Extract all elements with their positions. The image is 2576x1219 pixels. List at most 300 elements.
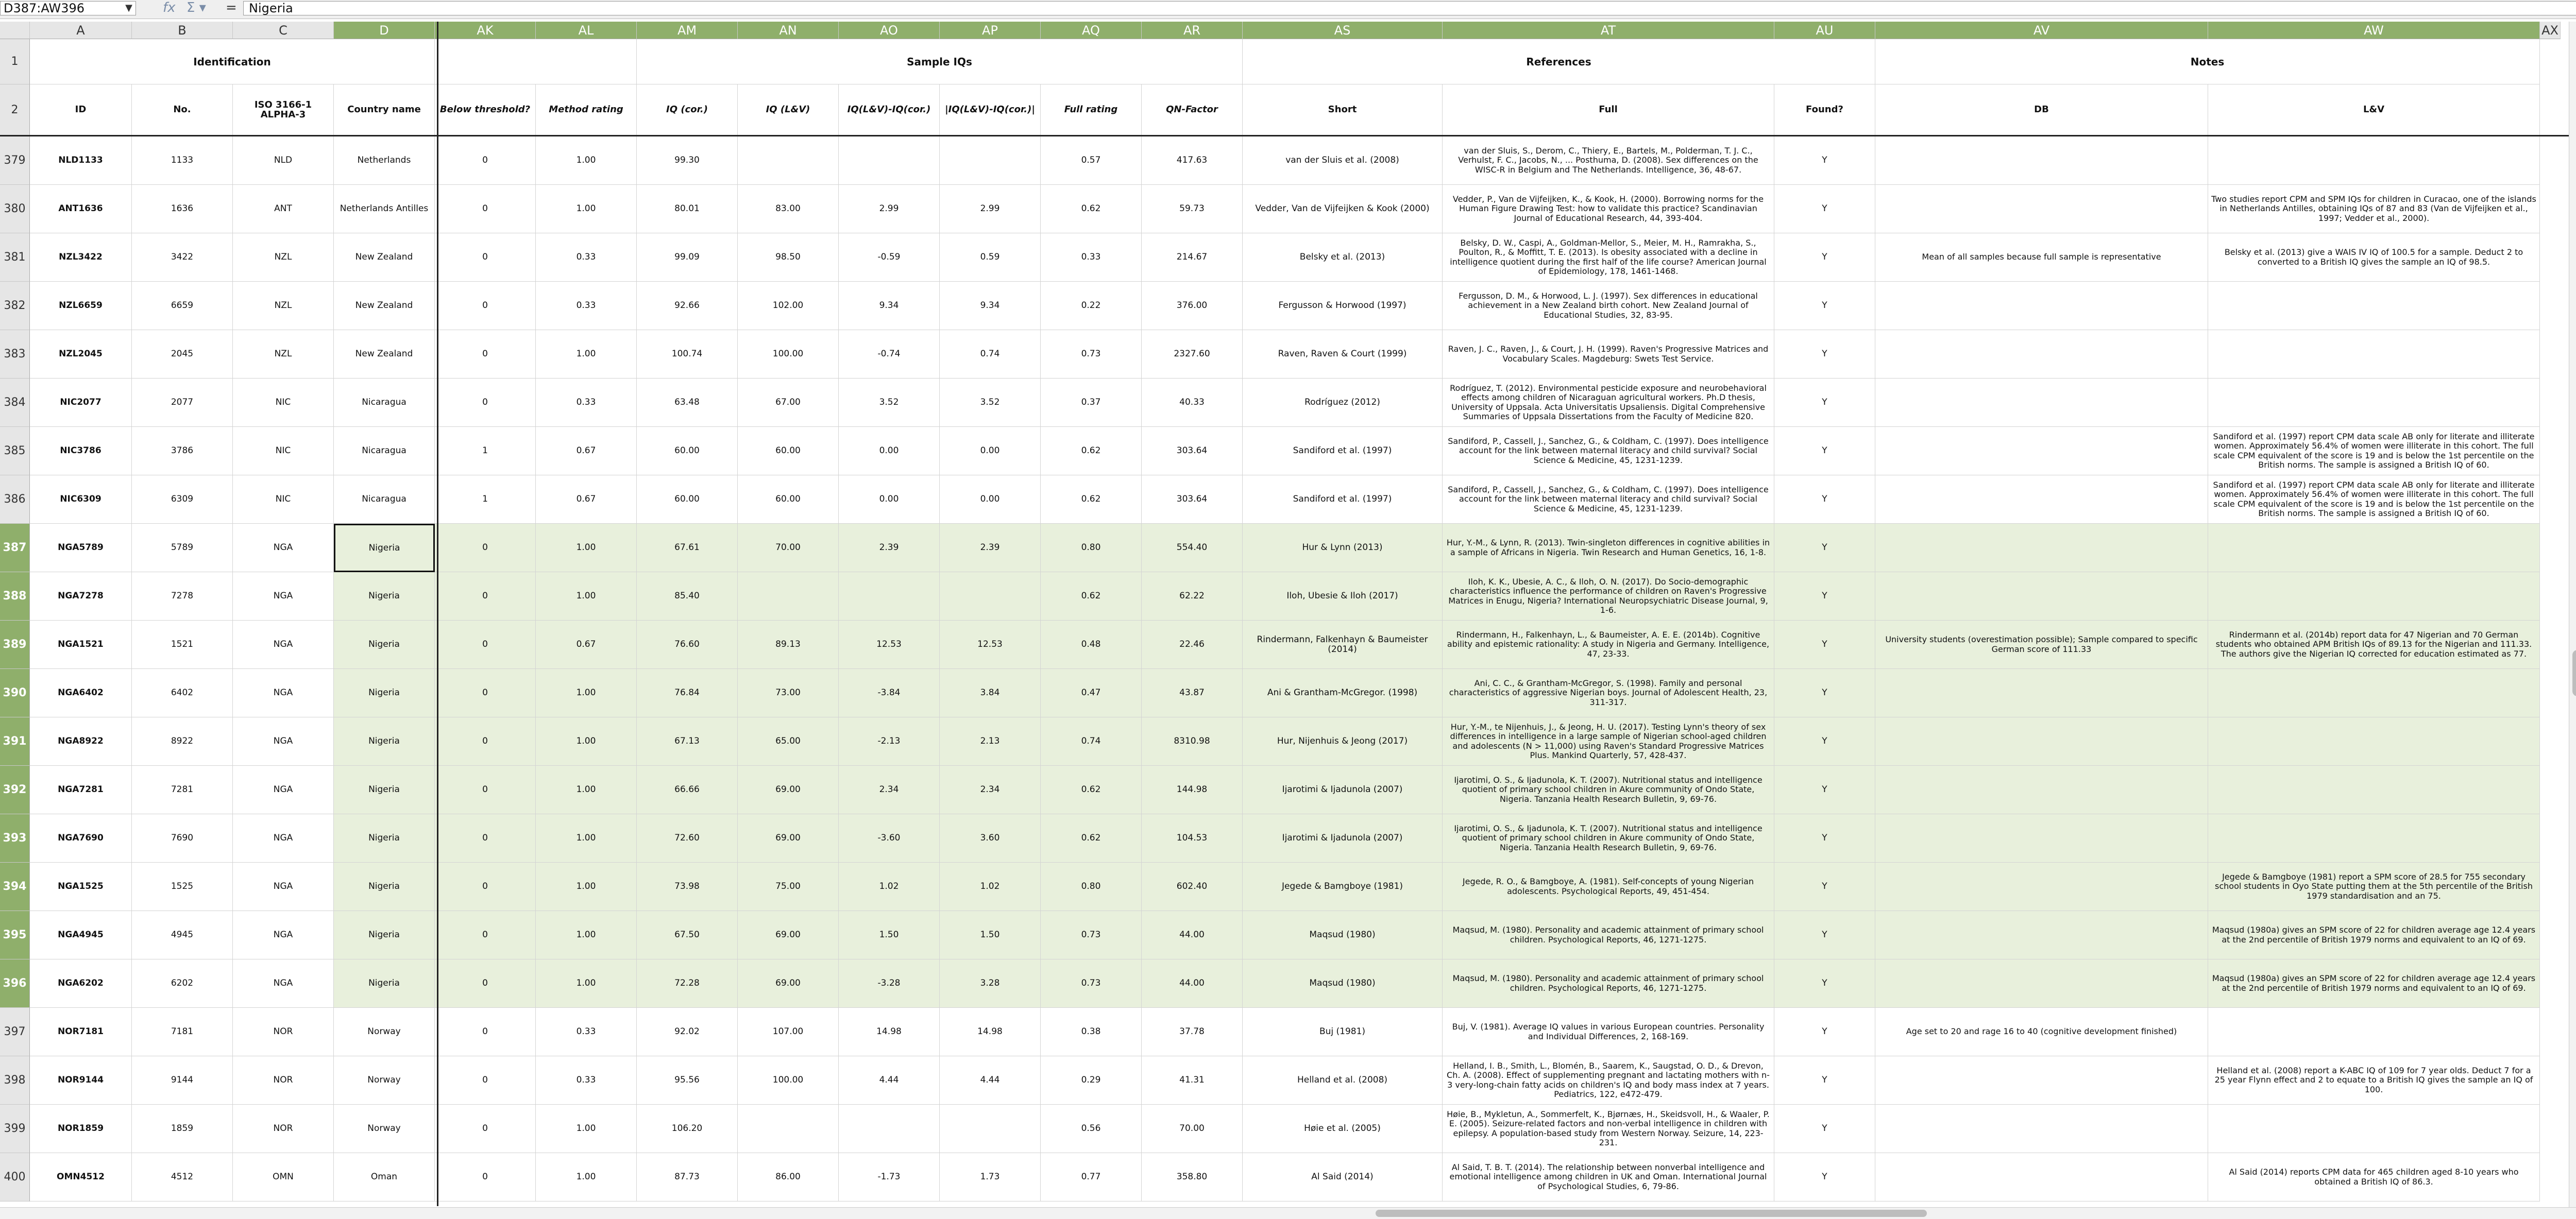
column-header-as[interactable]: AS <box>1243 22 1443 39</box>
found-cell[interactable]: Y <box>1774 717 1875 766</box>
iq-cor-cell[interactable]: 63.48 <box>637 379 738 427</box>
below-threshold-cell[interactable]: 0 <box>435 330 536 379</box>
full-ref-cell[interactable]: Raven, J. C., Raven, J., & Court, J. H. (1999). Raven's Progressive Matrices and Vocabulary Scales. Magdeburg: Swets Test Service. <box>1443 330 1774 379</box>
iq-absdiff-cell[interactable]: 12.53 <box>940 621 1041 669</box>
iso-cell[interactable]: NGA <box>233 863 334 911</box>
iq-lv-cell[interactable]: 70.00 <box>738 524 839 572</box>
iso-cell[interactable]: NOR <box>233 1056 334 1105</box>
column-header-at[interactable]: AT <box>1443 22 1774 39</box>
iq-diff-cell[interactable]: 14.98 <box>839 1008 940 1056</box>
full-rating-cell[interactable]: 0.22 <box>1041 282 1142 330</box>
iq-lv-cell[interactable]: 107.00 <box>738 1008 839 1056</box>
found-cell[interactable]: Y <box>1774 379 1875 427</box>
full-ref-cell[interactable]: Hur, Y.-M., te Nijenhuis, J., & Jeong, H. U. (2017). Testing Lynn's theory of sex differences in intelligence in a large sample of Nigerian school-aged children and adolescents (N > 11,000) using Raven's Standard Progressive Matrices Plus. Mankind Quarterly, 57, 428-437. <box>1443 717 1774 766</box>
db-note-cell[interactable] <box>1875 185 2208 233</box>
id-cell[interactable]: NGA7690 <box>30 814 132 863</box>
no-cell[interactable]: 1133 <box>132 136 233 185</box>
db-note-cell[interactable] <box>1875 766 2208 814</box>
full-ref-cell[interactable]: Vedder, P., Van de Vijfeijken, K., & Kook, H. (2000). Borrowing norms for the Human Figure Drawing Test: how to validate this practice? Scandinavian Journal of Educational Research, 44, 393-404. <box>1443 185 1774 233</box>
lv-note-cell[interactable] <box>2208 330 2540 379</box>
short-ref-cell[interactable]: Høie et al. (2005) <box>1243 1105 1443 1153</box>
no-cell[interactable]: 7281 <box>132 766 233 814</box>
db-note-cell[interactable] <box>1875 814 2208 863</box>
iq-absdiff-cell[interactable]: 2.34 <box>940 766 1041 814</box>
field-header[interactable]: IQ (L&V) <box>738 84 839 136</box>
iq-cor-cell[interactable]: 99.30 <box>637 136 738 185</box>
id-cell[interactable]: NGA6402 <box>30 669 132 717</box>
found-cell[interactable]: Y <box>1774 1153 1875 1201</box>
id-cell[interactable]: NGA1521 <box>30 621 132 669</box>
lv-note-cell[interactable]: Al Said (2014) reports CPM data for 465 children aged 8-10 years who obtained a British IQ of 86.3. <box>2208 1153 2540 1201</box>
method-rating-cell[interactable]: 0.67 <box>536 427 637 475</box>
db-note-cell[interactable] <box>1875 1153 2208 1201</box>
short-ref-cell[interactable]: Ijarotimi & Ijadunola (2007) <box>1243 766 1443 814</box>
lv-note-cell[interactable] <box>2208 1105 2540 1153</box>
found-cell[interactable]: Y <box>1774 233 1875 282</box>
method-rating-cell[interactable]: 1.00 <box>536 524 637 572</box>
full-rating-cell[interactable]: 0.57 <box>1041 136 1142 185</box>
full-rating-cell[interactable]: 0.47 <box>1041 669 1142 717</box>
field-header[interactable]: No. <box>132 84 233 136</box>
iq-absdiff-cell[interactable]: 0.74 <box>940 330 1041 379</box>
db-note-cell[interactable] <box>1875 717 2208 766</box>
qn-factor-cell[interactable]: 303.64 <box>1142 427 1243 475</box>
iso-cell[interactable]: NGA <box>233 717 334 766</box>
horizontal-scrollbar-thumb[interactable] <box>1376 1210 1927 1217</box>
short-ref-cell[interactable]: Helland et al. (2008) <box>1243 1056 1443 1105</box>
id-cell[interactable]: NLD1133 <box>30 136 132 185</box>
id-cell[interactable]: NGA7278 <box>30 572 132 621</box>
iq-diff-cell[interactable]: -2.13 <box>839 717 940 766</box>
country-cell[interactable]: New Zealand <box>334 282 435 330</box>
iq-absdiff-cell[interactable]: 3.28 <box>940 959 1041 1008</box>
horizontal-scrollbar[interactable] <box>0 1207 2576 1219</box>
below-threshold-cell[interactable]: 0 <box>435 136 536 185</box>
iso-cell[interactable]: NGA <box>233 911 334 959</box>
iq-cor-cell[interactable]: 67.13 <box>637 717 738 766</box>
iso-cell[interactable]: NLD <box>233 136 334 185</box>
iq-absdiff-cell[interactable]: 14.98 <box>940 1008 1041 1056</box>
method-rating-cell[interactable]: 1.00 <box>536 1153 637 1201</box>
iq-absdiff-cell[interactable] <box>940 136 1041 185</box>
iso-cell[interactable]: NGA <box>233 959 334 1008</box>
iq-absdiff-cell[interactable]: 4.44 <box>940 1056 1041 1105</box>
group-below-threshold[interactable] <box>435 39 637 84</box>
iq-lv-cell[interactable]: 102.00 <box>738 282 839 330</box>
full-ref-cell[interactable]: Rodríguez, T. (2012). Environmental pesticide exposure and neurobehavioral effects among children of Nicaraguan agricultural workers. Ph.D thesis, University of Uppsala. Acta Universitatis Upsaliensis. Digital Comprehensive Summaries of Uppsala Dissertations from the Faculty of Medicine 820. <box>1443 379 1774 427</box>
row-header-1[interactable]: 1 <box>0 39 30 84</box>
qn-factor-cell[interactable]: 358.80 <box>1142 1153 1243 1201</box>
method-rating-cell[interactable]: 0.33 <box>536 282 637 330</box>
no-cell[interactable]: 2045 <box>132 330 233 379</box>
method-rating-cell[interactable]: 1.00 <box>536 669 637 717</box>
found-cell[interactable]: Y <box>1774 863 1875 911</box>
country-cell[interactable]: Nigeria <box>334 766 435 814</box>
db-note-cell[interactable] <box>1875 475 2208 524</box>
iq-lv-cell[interactable] <box>738 1105 839 1153</box>
lv-note-cell[interactable]: Two studies report CPM and SPM IQs for children in Curacao, one of the islands in Netherlands Antilles, obtaining IQs of 87 and 83 (Van de Vijfeijken et al., 1997; Vedder et al., 2000). <box>2208 185 2540 233</box>
column-header-av[interactable]: AV <box>1875 22 2208 39</box>
below-threshold-cell[interactable]: 0 <box>435 911 536 959</box>
qn-factor-cell[interactable]: 104.53 <box>1142 814 1243 863</box>
full-ref-cell[interactable]: Helland, I. B., Smith, L., Blomén, B., Saarem, K., Saugstad, O. D., & Drevon, Ch. A. (2008). Effect of supplementing pregnant and lactating mothers with n-3 very-long-chain fatty acids on children's IQ and body mass index at 7 years. Pediatrics, 122, e472-479. <box>1443 1056 1774 1105</box>
qn-factor-cell[interactable]: 214.67 <box>1142 233 1243 282</box>
full-ref-cell[interactable]: Ijarotimi, O. S., & Ijadunola, K. T. (2007). Nutritional status and intelligence quotient of primary school children in Akure community of Ondo State, Nigeria. Tanzania Health Research Bulletin, 9, 69-76. <box>1443 814 1774 863</box>
db-note-cell[interactable] <box>1875 959 2208 1008</box>
iq-lv-cell[interactable]: 69.00 <box>738 766 839 814</box>
full-rating-cell[interactable]: 0.62 <box>1041 427 1142 475</box>
full-ref-cell[interactable]: Al Said, T. B. T. (2014). The relationship between nonverbal intelligence and emotional intelligence among children in UK and Oman. International Journal of Psychological Studies, 6, 79-86. <box>1443 1153 1774 1201</box>
lv-note-cell[interactable]: Helland et al. (2008) report a K-ABC IQ of 109 for 7 year olds. Deduct 7 for a 25 year Flynn effect and 2 to equate to a British IQ gives the sample an IQ of 100. <box>2208 1056 2540 1105</box>
lv-note-cell[interactable] <box>2208 282 2540 330</box>
field-header[interactable]: |IQ(L&V)-IQ(cor.)| <box>940 84 1041 136</box>
iq-cor-cell[interactable]: 60.00 <box>637 475 738 524</box>
full-rating-cell[interactable]: 0.77 <box>1041 1153 1142 1201</box>
iq-absdiff-cell[interactable]: 3.60 <box>940 814 1041 863</box>
full-ref-cell[interactable]: Høie, B., Mykletun, A., Sommerfelt, K., Bjørnæs, H., Skeidsvoll, H., & Waaler, P. E. (2005). Seizure-related factors and non-verbal intelligence in children with epilepsy. A population-based study from Western Norway. Seizure, 14, 223-231. <box>1443 1105 1774 1153</box>
country-cell[interactable]: Oman <box>334 1153 435 1201</box>
id-cell[interactable]: OMN4512 <box>30 1153 132 1201</box>
db-note-cell[interactable] <box>1875 136 2208 185</box>
id-cell[interactable]: NGA1525 <box>30 863 132 911</box>
country-cell[interactable]: Netherlands <box>334 136 435 185</box>
found-cell[interactable]: Y <box>1774 959 1875 1008</box>
country-cell[interactable]: Norway <box>334 1008 435 1056</box>
lv-note-cell[interactable] <box>2208 379 2540 427</box>
iso-cell[interactable]: NZL <box>233 282 334 330</box>
id-cell[interactable]: NIC6309 <box>30 475 132 524</box>
found-cell[interactable]: Y <box>1774 330 1875 379</box>
iq-lv-cell[interactable] <box>738 572 839 621</box>
iq-cor-cell[interactable]: 76.60 <box>637 621 738 669</box>
found-cell[interactable]: Y <box>1774 136 1875 185</box>
found-cell[interactable]: Y <box>1774 669 1875 717</box>
full-rating-cell[interactable]: 0.73 <box>1041 911 1142 959</box>
iq-lv-cell[interactable] <box>738 136 839 185</box>
full-rating-cell[interactable]: 0.73 <box>1041 959 1142 1008</box>
lv-note-cell[interactable] <box>2208 766 2540 814</box>
no-cell[interactable]: 3786 <box>132 427 233 475</box>
qn-factor-cell[interactable]: 376.00 <box>1142 282 1243 330</box>
method-rating-cell[interactable]: 1.00 <box>536 959 637 1008</box>
iq-lv-cell[interactable]: 83.00 <box>738 185 839 233</box>
iq-cor-cell[interactable]: 87.73 <box>637 1153 738 1201</box>
qn-factor-cell[interactable]: 22.46 <box>1142 621 1243 669</box>
db-note-cell[interactable] <box>1875 863 2208 911</box>
column-header-b[interactable]: B <box>132 22 233 39</box>
method-rating-cell[interactable]: 1.00 <box>536 330 637 379</box>
short-ref-cell[interactable]: van der Sluis et al. (2008) <box>1243 136 1443 185</box>
found-cell[interactable]: Y <box>1774 1105 1875 1153</box>
short-ref-cell[interactable]: Hur, Nijenhuis & Jeong (2017) <box>1243 717 1443 766</box>
qn-factor-cell[interactable]: 37.78 <box>1142 1008 1243 1056</box>
iq-lv-cell[interactable]: 69.00 <box>738 814 839 863</box>
fx-icon[interactable]: fx <box>163 0 176 15</box>
found-cell[interactable]: Y <box>1774 427 1875 475</box>
iso-cell[interactable]: NIC <box>233 427 334 475</box>
column-header-ap[interactable]: AP <box>940 22 1041 39</box>
iq-absdiff-cell[interactable]: 0.00 <box>940 427 1041 475</box>
iq-lv-cell[interactable]: 69.00 <box>738 959 839 1008</box>
full-rating-cell[interactable]: 0.38 <box>1041 1008 1142 1056</box>
select-all-corner[interactable] <box>0 22 30 39</box>
lv-note-cell[interactable] <box>2208 524 2540 572</box>
id-cell[interactable]: NZL3422 <box>30 233 132 282</box>
full-ref-cell[interactable]: Ijarotimi, O. S., & Ijadunola, K. T. (2007). Nutritional status and intelligence quotient of primary school children in Akure community of Ondo State, Nigeria. Tanzania Health Research Bulletin, 9, 69-76. <box>1443 766 1774 814</box>
column-header-aw[interactable]: AW <box>2208 22 2540 39</box>
column-header-am[interactable]: AM <box>637 22 738 39</box>
iq-diff-cell[interactable]: -0.74 <box>839 330 940 379</box>
below-threshold-cell[interactable]: 0 <box>435 1008 536 1056</box>
iq-diff-cell[interactable]: -1.73 <box>839 1153 940 1201</box>
field-header[interactable]: Country name <box>334 84 435 136</box>
full-rating-cell[interactable]: 0.29 <box>1041 1056 1142 1105</box>
iso-cell[interactable]: NOR <box>233 1008 334 1056</box>
full-ref-cell[interactable]: Fergusson, D. M., & Horwood, L. J. (1997). Sex differences in educational achievement in a New Zealand birth cohort. New Zealand Journal of Educational Studies, 32, 83-95. <box>1443 282 1774 330</box>
field-header[interactable]: Full rating <box>1041 84 1142 136</box>
column-header-al[interactable]: AL <box>536 22 637 39</box>
full-rating-cell[interactable]: 0.48 <box>1041 621 1142 669</box>
no-cell[interactable]: 1525 <box>132 863 233 911</box>
column-header-ar[interactable]: AR <box>1142 22 1243 39</box>
method-rating-cell[interactable]: 0.67 <box>536 621 637 669</box>
below-threshold-cell[interactable]: 0 <box>435 233 536 282</box>
row-header-400[interactable]: 400 <box>0 1153 30 1201</box>
method-rating-cell[interactable]: 1.00 <box>536 185 637 233</box>
column-header-an[interactable]: AN <box>738 22 839 39</box>
below-threshold-cell[interactable]: 0 <box>435 1056 536 1105</box>
qn-factor-cell[interactable]: 2327.60 <box>1142 330 1243 379</box>
method-rating-cell[interactable]: 0.67 <box>536 475 637 524</box>
below-threshold-cell[interactable]: 0 <box>435 863 536 911</box>
qn-factor-cell[interactable]: 8310.98 <box>1142 717 1243 766</box>
row-header-384[interactable]: 384 <box>0 379 30 427</box>
row-header-380[interactable]: 380 <box>0 185 30 233</box>
iq-cor-cell[interactable]: 85.40 <box>637 572 738 621</box>
method-rating-cell[interactable]: 1.00 <box>536 1105 637 1153</box>
db-note-cell[interactable] <box>1875 572 2208 621</box>
column-header-aq[interactable]: AQ <box>1041 22 1142 39</box>
iq-lv-cell[interactable]: 98.50 <box>738 233 839 282</box>
no-cell[interactable]: 2077 <box>132 379 233 427</box>
field-header[interactable]: Short <box>1243 84 1443 136</box>
vertical-scrollbar[interactable] <box>2569 22 2576 1207</box>
id-cell[interactable]: NIC3786 <box>30 427 132 475</box>
iq-cor-cell[interactable]: 67.50 <box>637 911 738 959</box>
lv-note-cell[interactable] <box>2208 572 2540 621</box>
country-cell[interactable]: Nigeria <box>334 959 435 1008</box>
full-ref-cell[interactable]: Rindermann, H., Falkenhayn, L., & Baumeister, A. E. E. (2014b). Cognitive ability and epistemic rationality: A study in Nigeria and Germany. Intelligence, 47, 23-33. <box>1443 621 1774 669</box>
qn-factor-cell[interactable]: 554.40 <box>1142 524 1243 572</box>
iso-cell[interactable]: NOR <box>233 1105 334 1153</box>
group-identification[interactable]: Identification <box>30 39 435 84</box>
found-cell[interactable]: Y <box>1774 1056 1875 1105</box>
iq-absdiff-cell[interactable]: 0.59 <box>940 233 1041 282</box>
iq-cor-cell[interactable]: 66.66 <box>637 766 738 814</box>
method-rating-cell[interactable]: 1.00 <box>536 136 637 185</box>
method-rating-cell[interactable]: 1.00 <box>536 814 637 863</box>
found-cell[interactable]: Y <box>1774 766 1875 814</box>
row-header-397[interactable]: 397 <box>0 1008 30 1056</box>
iq-diff-cell[interactable] <box>839 572 940 621</box>
country-cell[interactable]: Nicaragua <box>334 379 435 427</box>
row-header-389[interactable]: 389 <box>0 621 30 669</box>
short-ref-cell[interactable]: Ani & Grantham-McGregor. (1998) <box>1243 669 1443 717</box>
no-cell[interactable]: 4512 <box>132 1153 233 1201</box>
short-ref-cell[interactable]: Hur & Lynn (2013) <box>1243 524 1443 572</box>
iq-cor-cell[interactable]: 60.00 <box>637 427 738 475</box>
lv-note-cell[interactable]: Jegede & Bamgboye (1981) report a SPM score of 28.5 for 755 secondary school students in Oyo State putting them at the 5th percentile of the British 1979 standardisation and an 75. <box>2208 863 2540 911</box>
group-references[interactable]: References <box>1243 39 1875 84</box>
below-threshold-cell[interactable]: 1 <box>435 475 536 524</box>
found-cell[interactable]: Y <box>1774 911 1875 959</box>
no-cell[interactable]: 6402 <box>132 669 233 717</box>
id-cell[interactable]: NGA5789 <box>30 524 132 572</box>
no-cell[interactable]: 6659 <box>132 282 233 330</box>
method-rating-cell[interactable]: 0.33 <box>536 1056 637 1105</box>
iq-diff-cell[interactable]: 12.53 <box>839 621 940 669</box>
found-cell[interactable]: Y <box>1774 572 1875 621</box>
country-cell[interactable]: Nigeria <box>334 621 435 669</box>
no-cell[interactable]: 3422 <box>132 233 233 282</box>
method-rating-cell[interactable]: 1.00 <box>536 572 637 621</box>
country-cell[interactable]: Nigeria <box>334 669 435 717</box>
db-note-cell[interactable]: Age set to 20 and rage 16 to 40 (cognitive development finished) <box>1875 1008 2208 1056</box>
full-rating-cell[interactable]: 0.62 <box>1041 475 1142 524</box>
iq-diff-cell[interactable]: 3.52 <box>839 379 940 427</box>
id-cell[interactable]: NGA6202 <box>30 959 132 1008</box>
db-note-cell[interactable]: University students (overestimation possible); Sample compared to specific German score of 111.33 <box>1875 621 2208 669</box>
full-rating-cell[interactable]: 0.37 <box>1041 379 1142 427</box>
no-cell[interactable]: 1636 <box>132 185 233 233</box>
iq-diff-cell[interactable]: 1.50 <box>839 911 940 959</box>
iq-diff-cell[interactable] <box>839 136 940 185</box>
below-threshold-cell[interactable]: 0 <box>435 717 536 766</box>
id-cell[interactable]: NOR7181 <box>30 1008 132 1056</box>
field-header[interactable]: Method rating <box>536 84 637 136</box>
short-ref-cell[interactable]: Ijarotimi & Ijadunola (2007) <box>1243 814 1443 863</box>
field-header[interactable]: L&V <box>2208 84 2540 136</box>
iso-cell[interactable]: NGA <box>233 766 334 814</box>
iq-cor-cell[interactable]: 99.09 <box>637 233 738 282</box>
iq-diff-cell[interactable]: 1.02 <box>839 863 940 911</box>
below-threshold-cell[interactable]: 1 <box>435 427 536 475</box>
iq-diff-cell[interactable]: -3.28 <box>839 959 940 1008</box>
country-cell[interactable]: Netherlands Antilles <box>334 185 435 233</box>
below-threshold-cell[interactable]: 0 <box>435 379 536 427</box>
iso-cell[interactable]: NZL <box>233 233 334 282</box>
field-header[interactable]: DB <box>1875 84 2208 136</box>
iq-absdiff-cell[interactable]: 9.34 <box>940 282 1041 330</box>
no-cell[interactable]: 9144 <box>132 1056 233 1105</box>
country-cell[interactable]: Norway <box>334 1056 435 1105</box>
row-header-393[interactable]: 393 <box>0 814 30 863</box>
iq-diff-cell[interactable]: 9.34 <box>839 282 940 330</box>
row-header-381[interactable]: 381 <box>0 233 30 282</box>
qn-factor-cell[interactable]: 43.87 <box>1142 669 1243 717</box>
found-cell[interactable]: Y <box>1774 814 1875 863</box>
no-cell[interactable]: 7690 <box>132 814 233 863</box>
country-cell[interactable]: Nigeria <box>334 814 435 863</box>
short-ref-cell[interactable]: Maqsud (1980) <box>1243 959 1443 1008</box>
no-cell[interactable]: 8922 <box>132 717 233 766</box>
field-header[interactable]: ID <box>30 84 132 136</box>
iq-cor-cell[interactable]: 72.60 <box>637 814 738 863</box>
id-cell[interactable]: ANT1636 <box>30 185 132 233</box>
iq-diff-cell[interactable]: 0.00 <box>839 475 940 524</box>
iq-absdiff-cell[interactable]: 2.13 <box>940 717 1041 766</box>
found-cell[interactable]: Y <box>1774 524 1875 572</box>
id-cell[interactable]: NGA8922 <box>30 717 132 766</box>
country-cell[interactable]: Nigeria <box>334 717 435 766</box>
iq-lv-cell[interactable]: 73.00 <box>738 669 839 717</box>
row-header-2[interactable]: 2 <box>0 84 30 136</box>
iso-cell[interactable]: NZL <box>233 330 334 379</box>
lv-note-cell[interactable]: Maqsud (1980a) gives an SPM score of 22 for children average age 12.4 years at the 2nd percentile of British 1979 norms and equivalent to an IQ of 69. <box>2208 959 2540 1008</box>
short-ref-cell[interactable]: Maqsud (1980) <box>1243 911 1443 959</box>
iq-cor-cell[interactable]: 92.02 <box>637 1008 738 1056</box>
iq-absdiff-cell[interactable]: 3.84 <box>940 669 1041 717</box>
db-note-cell[interactable]: Mean of all samples because full sample is representative <box>1875 233 2208 282</box>
below-threshold-cell[interactable]: 0 <box>435 524 536 572</box>
field-header[interactable]: Below threshold? <box>435 84 536 136</box>
lv-note-cell[interactable]: Maqsud (1980a) gives an SPM score of 22 for children average age 12.4 years at the 2nd percentile of British 1979 norms and equivalent to an IQ of 69. <box>2208 911 2540 959</box>
short-ref-cell[interactable]: Vedder, Van de Vijfeijken & Kook (2000) <box>1243 185 1443 233</box>
iq-lv-cell[interactable]: 67.00 <box>738 379 839 427</box>
id-cell[interactable]: NIC2077 <box>30 379 132 427</box>
found-cell[interactable]: Y <box>1774 282 1875 330</box>
iq-lv-cell[interactable]: 65.00 <box>738 717 839 766</box>
full-rating-cell[interactable]: 0.80 <box>1041 863 1142 911</box>
row-header-395[interactable]: 395 <box>0 911 30 959</box>
qn-factor-cell[interactable]: 144.98 <box>1142 766 1243 814</box>
iq-cor-cell[interactable]: 80.01 <box>637 185 738 233</box>
iq-cor-cell[interactable]: 67.61 <box>637 524 738 572</box>
iso-cell[interactable]: OMN <box>233 1153 334 1201</box>
iso-cell[interactable]: NGA <box>233 524 334 572</box>
iso-cell[interactable]: NGA <box>233 814 334 863</box>
iq-diff-cell[interactable] <box>839 1105 940 1153</box>
row-header-388[interactable]: 388 <box>0 572 30 621</box>
full-rating-cell[interactable]: 0.62 <box>1041 814 1142 863</box>
iq-cor-cell[interactable]: 106.20 <box>637 1105 738 1153</box>
iq-lv-cell[interactable]: 89.13 <box>738 621 839 669</box>
iq-diff-cell[interactable]: 0.00 <box>839 427 940 475</box>
method-rating-cell[interactable]: 1.00 <box>536 863 637 911</box>
qn-factor-cell[interactable]: 62.22 <box>1142 572 1243 621</box>
lv-note-cell[interactable]: Rindermann et al. (2014b) report data for 47 Nigerian and 70 German students who obtained APM British IQs of 89.13 for the Nigerian and 111.33. The authors give the Nigerian IQ corrected for education estimated as 77. <box>2208 621 2540 669</box>
short-ref-cell[interactable]: Raven, Raven & Court (1999) <box>1243 330 1443 379</box>
group-sample-iqs[interactable]: Sample IQs <box>637 39 1243 84</box>
full-rating-cell[interactable]: 0.80 <box>1041 524 1142 572</box>
group-notes[interactable]: Notes <box>1875 39 2540 84</box>
equals-icon[interactable]: = <box>226 0 237 15</box>
country-cell[interactable]: Nicaragua <box>334 427 435 475</box>
short-ref-cell[interactable]: Rindermann, Falkenhayn & Baumeister (2014) <box>1243 621 1443 669</box>
db-note-cell[interactable] <box>1875 427 2208 475</box>
country-cell[interactable]: Nicaragua <box>334 475 435 524</box>
id-cell[interactable]: NZL6659 <box>30 282 132 330</box>
iq-absdiff-cell[interactable]: 2.99 <box>940 185 1041 233</box>
column-header-d[interactable]: D <box>334 22 435 39</box>
row-header-390[interactable]: 390 <box>0 669 30 717</box>
qn-factor-cell[interactable]: 602.40 <box>1142 863 1243 911</box>
id-cell[interactable]: NGA7281 <box>30 766 132 814</box>
db-note-cell[interactable] <box>1875 1105 2208 1153</box>
full-ref-cell[interactable]: van der Sluis, S., Derom, C., Thiery, E., Bartels, M., Polderman, T. J. C., Verhulst, F. C., Jacobs, N., ... Posthuma, D. (2008). Sex differences on the WISC-R in Belgium and The Netherlands. Intelligence, 36, 48-67. <box>1443 136 1774 185</box>
full-ref-cell[interactable]: Maqsud, M. (1980). Personality and academic attainment of primary school children. Psychological Reports, 46, 1271-1275. <box>1443 911 1774 959</box>
country-cell[interactable]: Norway <box>334 1105 435 1153</box>
